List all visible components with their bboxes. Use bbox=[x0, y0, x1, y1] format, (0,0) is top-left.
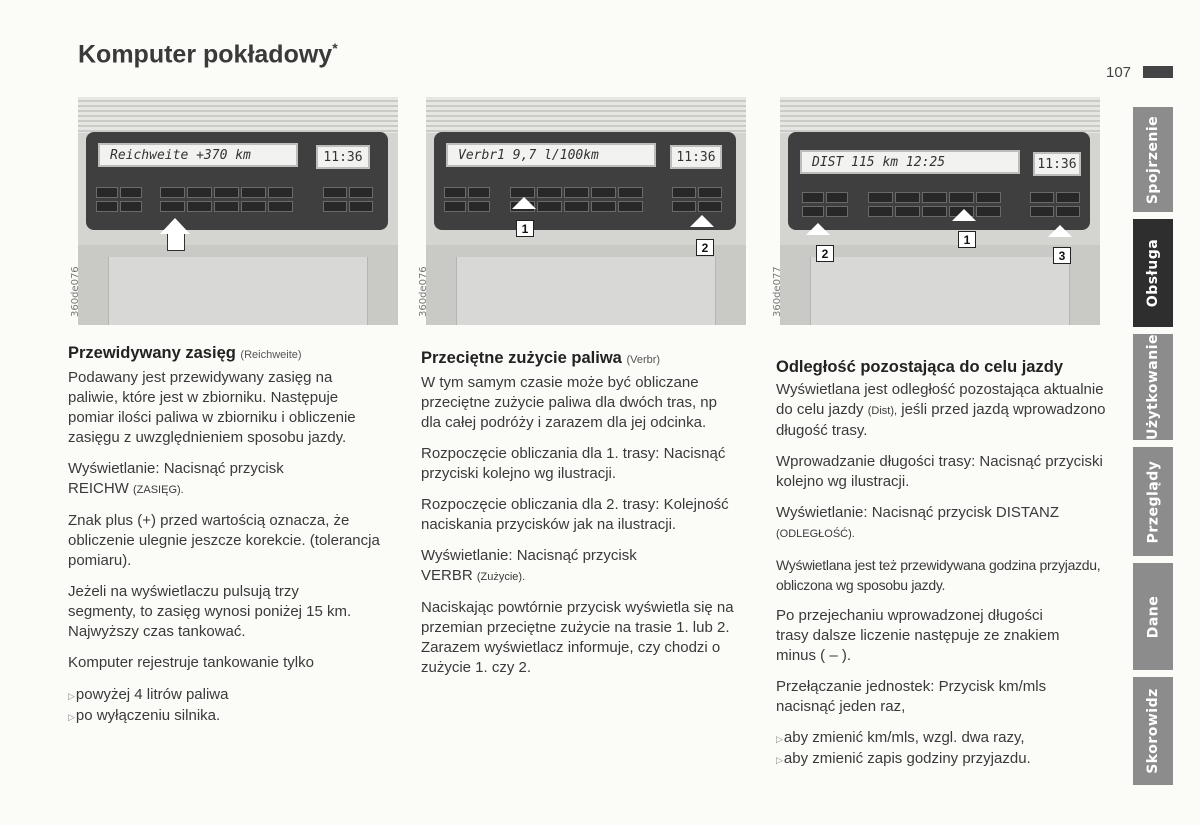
computer-panel bbox=[86, 132, 388, 230]
tab-spojrzenie[interactable]: Spojrzenie bbox=[1133, 107, 1173, 212]
paragraph: Rozpoczęcie obliczania dla 1. trasy: Nacisnąć przyciski kolejno wg ilustracji. bbox=[421, 445, 726, 482]
tab-uzytkowanie[interactable]: Użytkowanie bbox=[1133, 334, 1173, 440]
step-marker: 3 bbox=[1053, 247, 1071, 264]
button[interactable] bbox=[672, 187, 696, 198]
memo-button[interactable] bbox=[1030, 206, 1054, 217]
figure-dist bbox=[772, 97, 1100, 325]
button[interactable] bbox=[160, 187, 185, 198]
reichw-button[interactable] bbox=[160, 201, 185, 212]
display-screen: DIST 115 km 12:25 bbox=[800, 150, 1020, 174]
section-heading: Przeciętne zużycie paliwa (Verbr) bbox=[421, 349, 661, 367]
paragraph: Wprowadzanie długości trasy: Nacisnąć przyciski kolejno wg ilustracji. bbox=[776, 453, 1103, 490]
paragraph: Wyświetlanie: Nacisnąć przycisk REICHW (ZASIĘG). bbox=[68, 460, 284, 497]
button[interactable] bbox=[895, 206, 920, 217]
button[interactable] bbox=[187, 201, 212, 212]
step-marker: 1 bbox=[958, 231, 976, 248]
button[interactable] bbox=[349, 187, 373, 198]
page-number: 107 bbox=[1106, 64, 1132, 81]
section-heading: Odległość pozostająca do celu jazdy bbox=[776, 358, 1063, 376]
button[interactable] bbox=[564, 187, 589, 198]
clock-display: 11:36 bbox=[670, 145, 722, 169]
paragraph: Rozpoczęcie obliczania dla 2. trasy: Kolejność naciskania przycisków jak na ilustracji. bbox=[421, 496, 729, 533]
paragraph: Naciskając powtórnie przycisk wyświetla się na przemian przeciętne zużycie na trasie 1. lub 2. Zarazem wyświetlacz informuje, czy chodzi o zużycie 1. czy 2. bbox=[421, 599, 734, 676]
button[interactable] bbox=[868, 206, 893, 217]
button[interactable] bbox=[120, 201, 142, 212]
button[interactable] bbox=[468, 187, 490, 198]
button[interactable] bbox=[618, 201, 643, 212]
button[interactable] bbox=[537, 187, 562, 198]
button[interactable] bbox=[922, 206, 947, 217]
button[interactable] bbox=[96, 187, 118, 198]
button[interactable] bbox=[120, 187, 142, 198]
press-arrow-icon bbox=[952, 209, 976, 221]
button[interactable] bbox=[241, 187, 266, 198]
display-screen: Verbr1 9,7 l/100km bbox=[446, 143, 656, 167]
button[interactable] bbox=[802, 206, 824, 217]
paragraph: Wyświetlanie: Nacisnąć przycisk DISTANZ (ODLEGŁOŚĆ). bbox=[776, 504, 1059, 540]
image-code: 360de076 bbox=[70, 266, 81, 317]
section-reichweite bbox=[68, 343, 408, 727]
button[interactable] bbox=[976, 206, 1001, 217]
paragraph: Komputer rejestruje tankowanie tylko bbox=[68, 654, 314, 671]
button[interactable] bbox=[268, 187, 293, 198]
list-item: ▷ powyżej 4 litrów paliwa bbox=[68, 685, 408, 706]
button[interactable] bbox=[922, 192, 947, 203]
button[interactable] bbox=[323, 187, 347, 198]
button[interactable] bbox=[268, 201, 293, 212]
paragraph: W tym samym czasie może być obliczane przeciętne zużycie paliwa dla dwóch tras, np dla całej podróży i zarazem dla jej odcinka. bbox=[421, 374, 717, 431]
button[interactable] bbox=[468, 201, 490, 212]
press-arrow-icon bbox=[806, 223, 830, 235]
figure-reichweite bbox=[70, 97, 398, 325]
page-title: Komputer pokładowy* bbox=[78, 40, 338, 69]
press-arrow-icon bbox=[1048, 225, 1072, 237]
button[interactable] bbox=[96, 201, 118, 212]
image-code: 360de077 bbox=[772, 266, 783, 317]
tab-dane[interactable]: Dane bbox=[1133, 563, 1173, 670]
button[interactable] bbox=[1056, 206, 1080, 217]
button[interactable] bbox=[214, 201, 239, 212]
paragraph: Znak plus (+) przed wartością oznacza, że obliczenie ulegnie jeszcze korekcie. (tolerancja pomiaru). bbox=[68, 512, 380, 569]
clock-display: 11:36 bbox=[1033, 152, 1081, 176]
button[interactable] bbox=[214, 187, 239, 198]
button[interactable] bbox=[323, 201, 347, 212]
step-marker: 1 bbox=[516, 220, 534, 237]
section-heading: Przewidywany zasięg (Reichweite) bbox=[68, 344, 302, 362]
button[interactable] bbox=[976, 192, 1001, 203]
button[interactable] bbox=[826, 192, 848, 203]
button[interactable] bbox=[1030, 192, 1054, 203]
button[interactable] bbox=[802, 192, 824, 203]
button[interactable] bbox=[444, 187, 466, 198]
button[interactable] bbox=[591, 187, 616, 198]
figure-verbr bbox=[418, 97, 746, 325]
display-screen: Reichweite +370 km bbox=[98, 143, 298, 167]
image-code: 360de076 bbox=[418, 266, 429, 317]
step-marker: 2 bbox=[696, 239, 714, 256]
memo-button[interactable] bbox=[672, 201, 696, 212]
button[interactable] bbox=[187, 187, 212, 198]
paragraph: Wyświetlana jest też przewidywana godzina przyjazdu, obliczona wg sposobu jazdy. bbox=[776, 557, 1101, 593]
button[interactable] bbox=[826, 206, 848, 217]
paragraph: Przełączanie jednostek: Przycisk km/mls nacisnąć jeden raz, bbox=[776, 678, 1047, 715]
button[interactable] bbox=[868, 192, 893, 203]
list-item: ▷ po wyłączeniu silnika. bbox=[68, 706, 408, 727]
page-marker-bar bbox=[1143, 66, 1173, 78]
clock-display: 11:36 bbox=[316, 145, 370, 169]
paragraph: Po przejechaniu wprowadzonej długości trasy dalsze liczenie następuje ze znakiem minus ( – ). bbox=[776, 607, 1060, 664]
paragraph: Wyświetlana jest odległość pozostająca aktualnie do celu jazdy (Dist), jeśli przed jazdą wprowadzono długość trasy. bbox=[776, 381, 1106, 439]
tab-skorowidz[interactable]: Skorowidz bbox=[1133, 677, 1173, 785]
paragraph: Podawany jest przewidywany zasięg na paliwie, które jest w zbiorniku. Następuje pomiar ilości paliwa w zbiorniku i obliczenie zasięgu z uwzględnieniem sposobu jazdy. bbox=[68, 369, 356, 446]
tab-przeglady[interactable]: Przeglądy bbox=[1133, 447, 1173, 556]
distanz-button[interactable] bbox=[949, 192, 974, 203]
button[interactable] bbox=[698, 187, 722, 198]
section-dist bbox=[776, 357, 1121, 770]
press-arrow-icon bbox=[690, 215, 714, 227]
step-marker: 2 bbox=[816, 245, 834, 262]
button[interactable] bbox=[349, 201, 373, 212]
button[interactable] bbox=[618, 187, 643, 198]
button[interactable] bbox=[895, 192, 920, 203]
button[interactable] bbox=[241, 201, 266, 212]
paragraph: Jeżeli na wyświetlaczu pulsują trzy segmenty, to zasięg wynosi poniżej 15 km. Najwyższy czas tankować. bbox=[68, 583, 352, 640]
button[interactable] bbox=[537, 201, 562, 212]
tab-obsluga[interactable]: Obsługa bbox=[1133, 219, 1173, 327]
list-item: ▷ aby zmienić km/mls, wzgl. dwa razy, bbox=[776, 728, 1121, 749]
section-verbr bbox=[421, 348, 761, 689]
button[interactable] bbox=[444, 201, 466, 212]
button[interactable] bbox=[1056, 192, 1080, 203]
press-arrow-icon bbox=[160, 218, 190, 234]
button[interactable] bbox=[564, 201, 589, 212]
paragraph: Wyświetlanie: Nacisnąć przycisk VERBR (Zużycie). bbox=[421, 547, 637, 584]
bullet-list bbox=[776, 728, 1121, 770]
computer-panel bbox=[788, 132, 1090, 230]
bullet-list bbox=[68, 685, 408, 727]
button[interactable] bbox=[698, 201, 722, 212]
list-item: ▷ aby zmienić zapis godziny przyjazdu. bbox=[776, 749, 1121, 770]
press-arrow-icon bbox=[512, 197, 536, 209]
button[interactable] bbox=[591, 201, 616, 212]
